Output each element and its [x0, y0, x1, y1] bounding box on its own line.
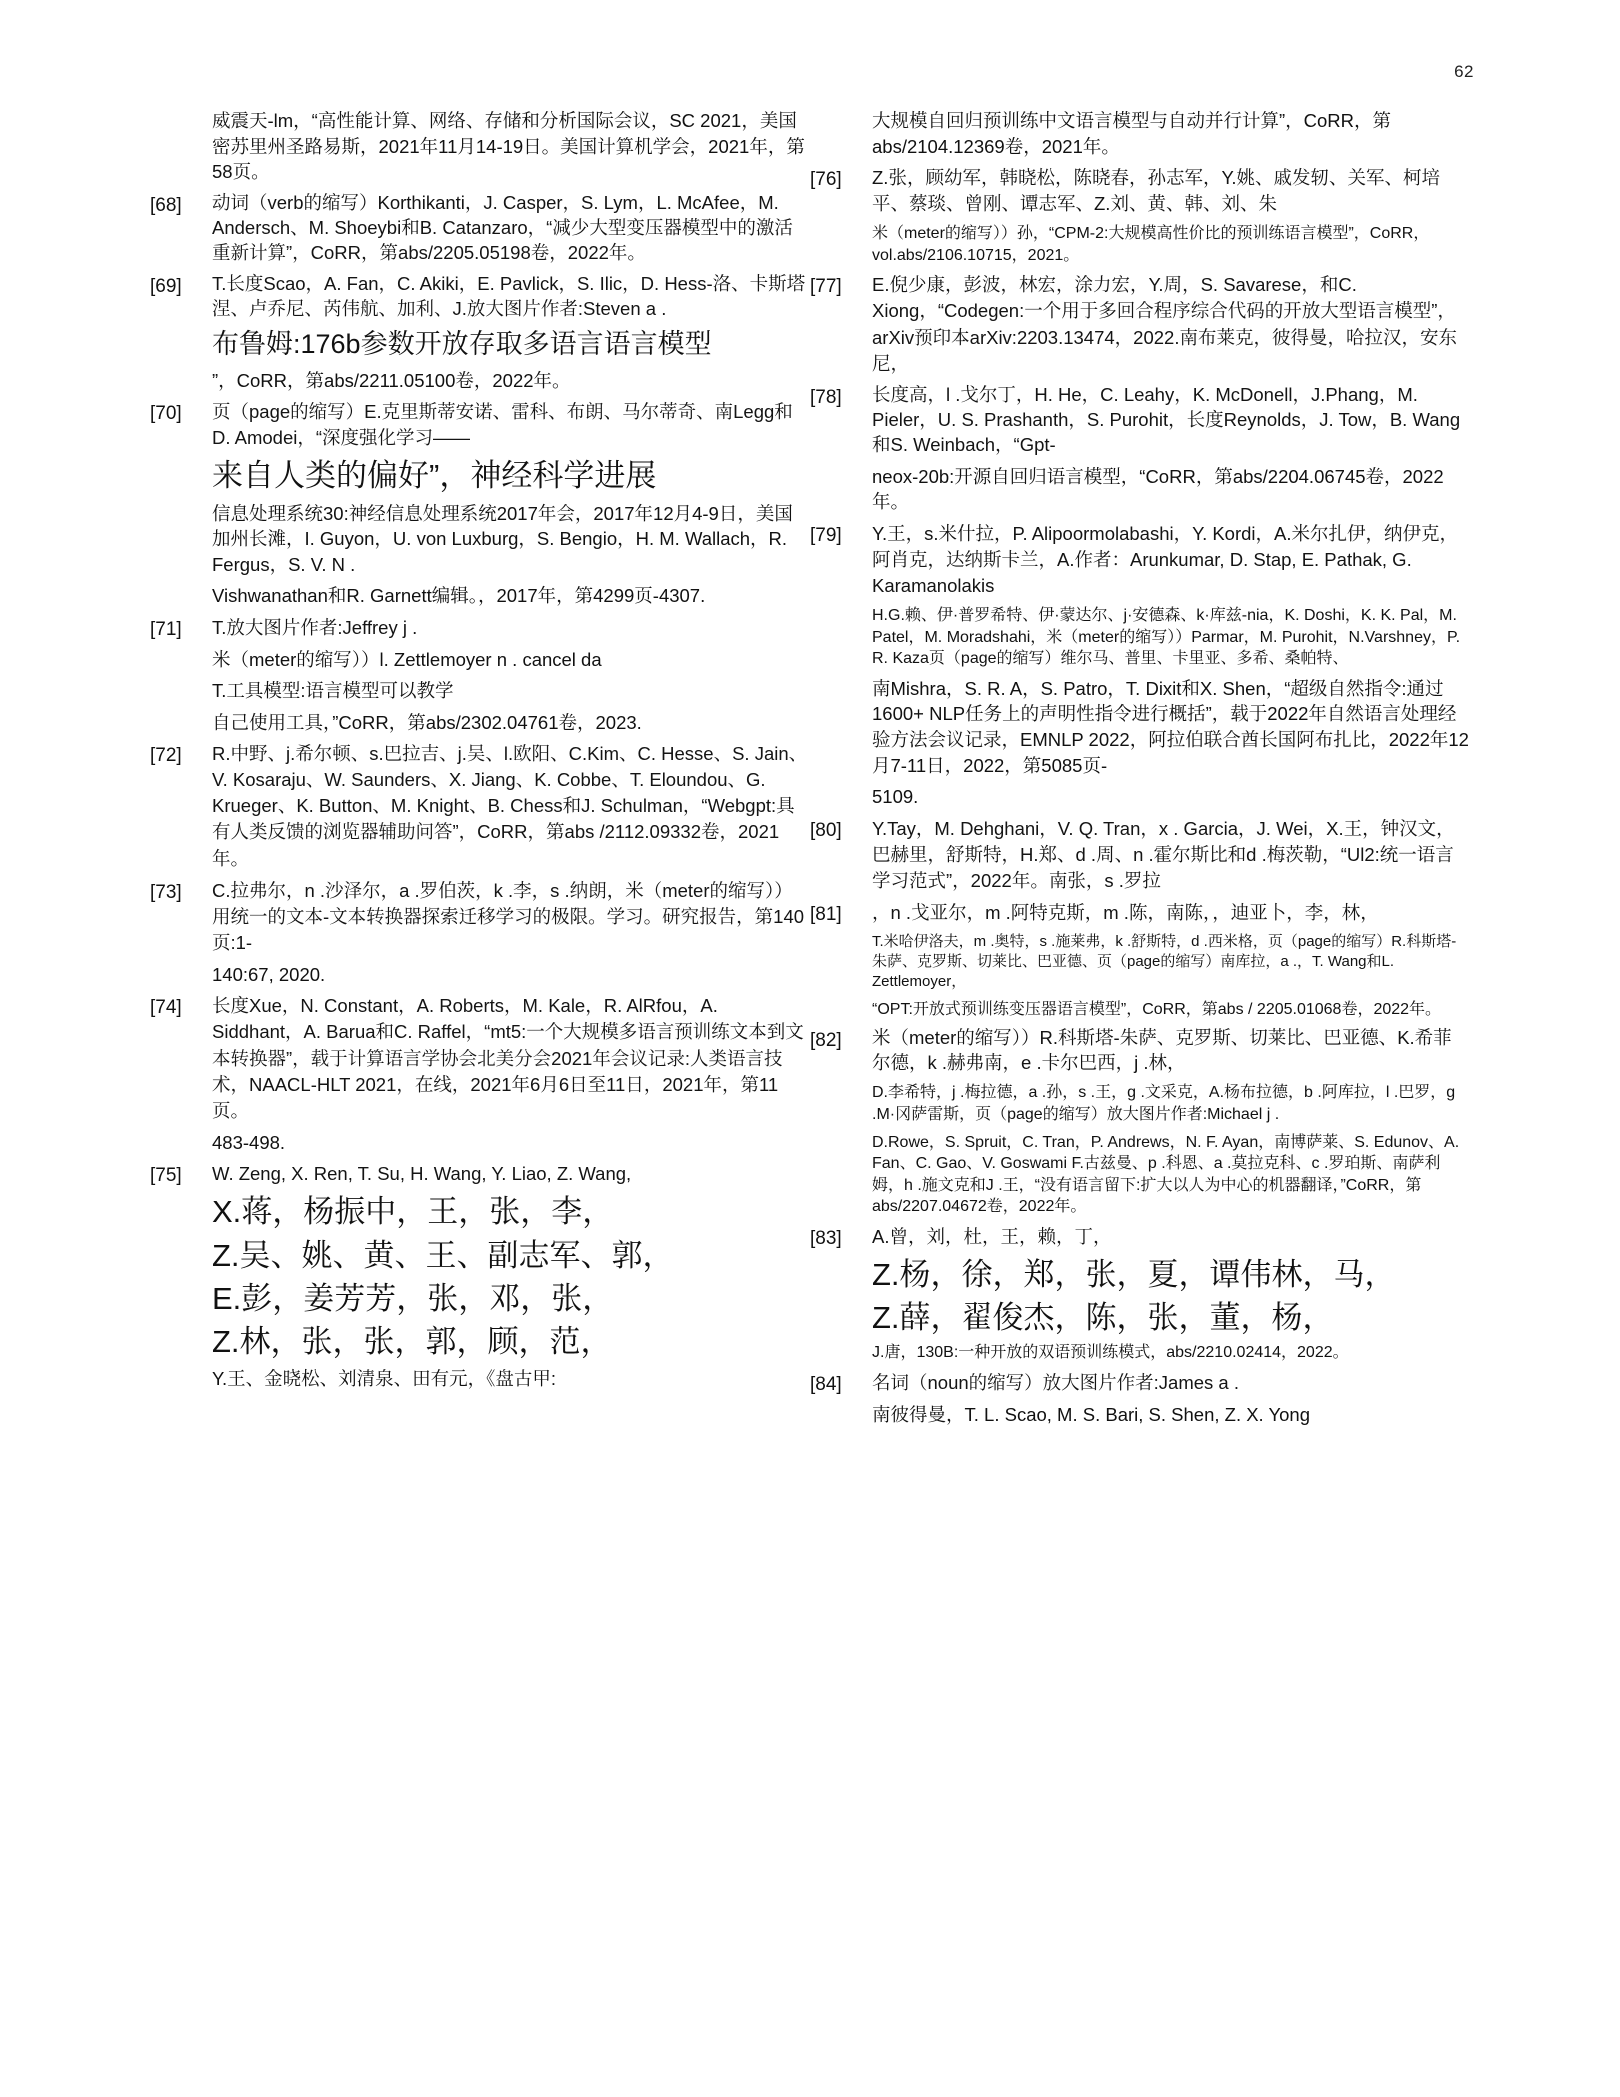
reference-entry-82 [810, 1026, 1470, 1076]
reference-entry-76 [810, 165, 1470, 217]
reference-entry-70 [150, 399, 810, 451]
reference-entry-83 [810, 1224, 1470, 1250]
reference-tag: [70] [150, 403, 182, 425]
reference-75-oversize-line-3: E.彭，姜芳芳，张，邓，张， [212, 1280, 614, 1316]
reference-tag: [81] [810, 903, 842, 925]
reference-continuation-top-right: 大规模自回归预训练中文语言模型与自动并行计算”，CoRR，第abs/2104.12369卷，2021年。 [872, 110, 1392, 157]
reference-tag: [80] [810, 819, 842, 841]
reference-tag: [73] [150, 881, 182, 903]
reference-text: Y.Tay，M. Dehghani，V. Q. Tran，x . Garcia，J. Wei，X.王，钟汉文，巴赫里，舒斯特，H.郑、d .周、n .霍尔斯比和d .梅茨勒，“Ul2:统一语言学习范式”，2022年。南张，s .罗拉 [872, 817, 1455, 891]
reference-entry-69 [150, 272, 810, 322]
reference-70-rest-1: 信息处理系统30:神经信息处理系统2017年会，2017年12月4-9日，美国加州长滩，I. Guyon，U. von Luxburg，S. Bengio，H. M. Wallach，R. Fergus，S. V. N . [212, 502, 793, 575]
reference-tag: [79] [810, 524, 842, 546]
reference-tag: [76] [810, 169, 842, 191]
reference-text: A.曾，刘，杜，王，赖，丁， [872, 1225, 1112, 1247]
two-column-body [0, 108, 1620, 2038]
reference-81-line-2: T.米哈伊洛夫，m .奥特，s .施莱弗，k .舒斯特，d .西米格，页（page的缩写）R.科斯塔-朱萨、克罗斯、切莱比、巴亚德、页（page的缩写）南库拉，a .，T. Wang和L. Zettlemoyer， [872, 932, 1457, 991]
reference-tag: [69] [150, 275, 182, 297]
reference-79-line-4: 5109. [872, 786, 919, 808]
reference-82-line-3: D.Rowe，S. Spruit，C. Tran，P. Andrews，N. F. Ayan，南博萨莱、S. Edunov、A. Fan、C. Gao、V. Goswami F.古兹曼、p .科恩、a .莫拉克科、c .罗珀斯、南萨利姆，h .施文克和J .王，“没有语言留下:扩大以人为中心的机器翻译，”CoRR，第abs/2207.04672卷，2022年。 [872, 1133, 1460, 1216]
reference-entry-84 [810, 1370, 1470, 1396]
reference-text: T.放大图片作者:Jeffrey j . [212, 616, 418, 638]
reference-84-line-2: 南彼得曼，T. L. Scao, M. S. Bari, S. Shen, Z. X. Yong [872, 1404, 1311, 1426]
reference-text: R.中野、j.希尔顿、s.巴拉吉、j.吴、l.欧阳、C.Kim、C. Hesse、S. Jain、V. Kosaraju、W. Saunders、X. Jiang、K. Cobbe、T. Eloundou、G. Krueger、K. Button、M. Knight、B. Chess和J. Schulman，“Webgpt:具有人类反馈的浏览器辅助问答”，CoRR，第abs /2112.09332卷，2021年。 [212, 743, 808, 869]
reference-70-oversize-line: 来自人类的偏好”，神经科学进展 [212, 458, 657, 494]
reference-75-oversize-line-1: X.蒋，杨振中，王，张，李， [212, 1194, 614, 1230]
reference-text: 动词（verb的缩写）Korthikanti，J. Casper，S. Lym，L. McAfee，M. Andersch、M. Shoeybi和B. Catanzaro，“减少大型变压器模型中的激活重新计算”，CoRR，第abs/2205.05198卷，2022年。 [212, 191, 793, 263]
reference-tag: [74] [150, 997, 182, 1019]
reference-text: ，n .戈亚尔，m .阿特克斯，m .陈，南陈，，迪亚卜，李，林， [872, 901, 1379, 923]
reference-text: 页（page的缩写）E.克里斯蒂安诺、雷科、布朗、马尔蒂奇、南Legg和D. Amodei，“深度强化学习—— [212, 401, 793, 449]
reference-tag: [84] [810, 1373, 842, 1395]
reference-continuation-top: 威震天-lm，“高性能计算、网络、存储和分析国际会议，SC 2021，美国密苏里州圣路易斯，2021年11月14-19日。美国计算机学会，2021年，第58页。 [212, 110, 805, 183]
reference-tag: [83] [810, 1227, 842, 1249]
reference-entry-81 [810, 900, 1470, 926]
reference-83-oversize-line-1: Z.杨，徐，郑，张，夏，谭伟林，马， [872, 1257, 1396, 1292]
reference-69-tail: ”，CoRR，第abs/2211.05100卷，2022年。 [212, 369, 571, 391]
reference-71-line-2: 米（meter的缩写））l. Zettlemoyer n . cancel da [212, 648, 602, 670]
reference-text: T.长度Scao，A. Fan，C. Akiki，E. Pavlick，S. Ilic，D. Hess-洛、卡斯塔涅、卢乔尼、芮伟航、加利、J.放大图片作者:Steven a . [212, 272, 806, 319]
reference-tag: [82] [810, 1030, 842, 1052]
reference-entry-78 [810, 383, 1470, 458]
reference-entry-79 [810, 521, 1470, 599]
reference-entry-74 [150, 993, 810, 1123]
reference-entry-77 [810, 272, 1470, 376]
reference-entry-80 [810, 816, 1470, 894]
reference-73-line-2: 140:67, 2020. [212, 963, 326, 985]
reference-78-line-2: neox-20b:开源自回归语言模型，“CoRR，第abs/2204.06745卷，2022年。 [872, 465, 1444, 513]
reference-79-line-3: 南Mishra，S. R. A，S. Patro，T. Dixit和X. Shen，“超级自然指令:通过1600+ NLP任务上的声明性指令进行概括”，载于2022年自然语言处理经验方法会议记录，EMNLP 2022，阿拉伯联合酋长国阿布扎比，2022年12月7-11日，2022，第5085页- [872, 677, 1469, 776]
reference-83-tail: J.唐，130B:一种开放的双语预训练模式，abs/2210.02414，2022。 [872, 1344, 1349, 1362]
reference-tag: [77] [810, 276, 842, 298]
reference-text: 长度高，l .戈尔丁，H. He，C. Leahy，K. McDonell，J.Phang，M. Pieler，U. S. Prashanth，S. Purohit，长度Reynolds，J. Tow，B. Wang和S. Weinbach，“Gpt- [872, 383, 1461, 455]
reference-81-line-3: “OPT:开放式预训练变压器语言模型”，CoRR，第abs / 2205.01068卷，2022年。 [872, 1000, 1442, 1018]
reference-75-tail: Y.王、金晓松、刘清泉、田有元，《盘古甲: [212, 1368, 556, 1390]
left-column [150, 108, 810, 1398]
reference-69-oversize-line: 布鲁姆:176b参数开放存取多语言语言模型 [212, 328, 712, 359]
reference-83-oversize-line-2: Z.薛，翟俊杰，陈，张，董，杨， [872, 1300, 1334, 1336]
reference-tag: [75] [150, 1165, 182, 1187]
reference-text: C.拉弗尔，n .沙泽尔，a .罗伯茨，k .李，s .纳朗，米（meter的缩写））用统一的文本-文本转换器探索迁移学习的极限。学习。研究报告，第140页:1- [212, 879, 805, 953]
reference-text: E.倪少康，彭波，林宏，涂力宏，Y.周，S. Savarese，和C. Xiong，“Codegen:一个用于多回合程序综合代码的开放大型语言模型”，arXiv预印本arXiv:2203.13474，2022.南布莱克，彼得曼，哈拉汉，安东尼， [872, 274, 1457, 374]
right-column [810, 108, 1470, 1434]
reference-tag: [68] [150, 194, 182, 216]
reference-entry-68 [150, 191, 810, 266]
reference-entry-75 [150, 1161, 810, 1187]
reference-75-oversize-line-4: Z.林，张，张，郭，顾，范， [212, 1323, 612, 1359]
reference-71-line-3: T.工具模型:语言模型可以教学 [212, 680, 454, 702]
reference-76-line-2: 米（meter的缩写））孙，“CPM-2:大规模高性价比的预训练语言模型”，CoRR，vol.abs/2106.10715，2021。 [872, 225, 1430, 264]
reference-74-line-2: 483-498. [212, 1131, 286, 1153]
reference-tag: [71] [150, 618, 182, 640]
reference-entry-71 [150, 615, 810, 641]
reference-text: 米（meter的缩写））R.科斯塔-朱萨、克罗斯、切莱比、巴亚德、K.希菲尔德，k .赫弗南，e .卡尔巴西，j .林， [872, 1027, 1452, 1074]
reference-82-line-2: D.李希特，j .梅拉德，a .孙，s .王，g .文采克，A.杨布拉德，b .阿库拉，l .巴罗，g .M·冈萨雷斯，页（page的缩写）放大图片作者:Michael j . [872, 1084, 1456, 1123]
reference-70-rest-2: Vishwanathan和R. Garnett编辑。，2017年，第4299页-4307. [212, 585, 706, 607]
reference-text: W. Zeng, X. Ren, T. Su, H. Wang, Y. Liao, Z. Wang, [212, 1163, 632, 1185]
reference-text: 长度Xue，N. Constant，A. Roberts，M. Kale，R. AlRfou，A. Siddhant，A. Barua和C. Raffel，“mt5:一个大规模多语言预训练文本到文本转换器”，载于计算语言学协会北美分会2021年会议记录:人类语言技术，NAACL-HLT 2021，在线，2021年6月6日至11日，2021年，第11页。 [212, 995, 804, 1121]
reference-tag: [72] [150, 745, 182, 767]
reference-text: 名词（noun的缩写）放大图片作者:James a . [872, 1371, 1239, 1393]
reference-71-line-4: 自己使用工具，”CoRR，第abs/2302.04761卷，2023. [212, 711, 642, 733]
page-number: 62 [1454, 62, 1474, 81]
reference-entry-73 [150, 878, 810, 956]
reference-75-oversize-line-2: Z.吴、姚、黄、王、副志军、郭， [212, 1237, 674, 1273]
reference-entry-72 [150, 741, 810, 871]
reference-tag: [78] [810, 386, 842, 408]
reference-text: Z.张，顾幼军，韩晓松，陈晓春，孙志军，Y.姚、戚发轫、关军、柯培平、蔡琰、曾刚、谭志军、Z.刘、黄、韩、刘、朱 [872, 167, 1441, 215]
reference-text: Y.王，s.米什拉，P. Alipoormolabashi，Y. Kordi，A.米尔扎伊，纳伊克，阿肖克，达纳斯卡兰，A.作者：Arunkumar, D. Stap, E. Pathak, G. Karamanolakis [872, 522, 1459, 597]
reference-79-line-2: H.G.赖、伊·普罗希特、伊·蒙达尔、j·安德森、k·库兹-nia，K. Doshi，K. K. Pal，M. Patel，M. Moradshahi，米（meter的缩写））Parmar，M. Purohit，N.Varshney，P. R. Kaza页（page的缩写）维尔马、普里、卡里亚、多希、桑帕特、 [872, 607, 1461, 668]
